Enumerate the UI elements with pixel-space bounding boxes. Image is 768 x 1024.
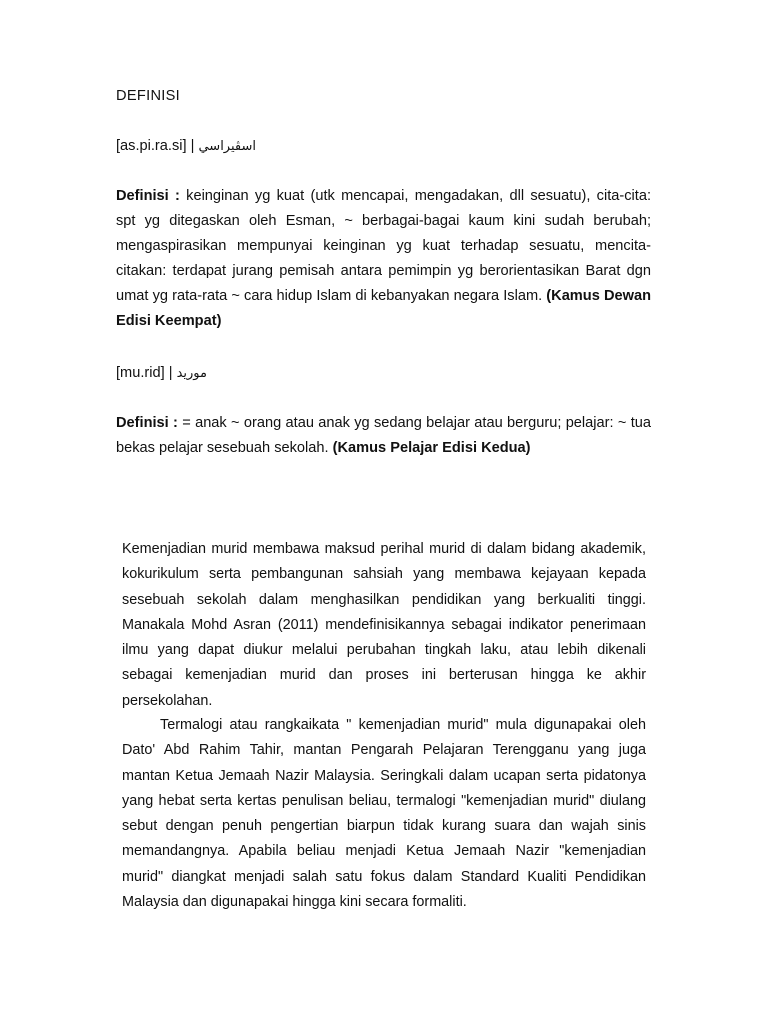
definition-label: Definisi : [116, 415, 178, 431]
definition-text: keinginan yg kuat (utk mencapai, mengadakan, dll sesuatu), cita-cita: spt yg ditegaskan oleh Esman, ~ berbagai-bagai kaum kini sudah berubah; mengaspirasikan mempunyai keinginan yg kuat terhadap sesuatu, mencita-citakan: terdapat jurang pemisah antara pemimpin yg berorientasikan Barat dgn umat yg rata-rata ~ cara hidup Islam di kebanyakan negara Islam. [116, 188, 651, 304]
definition-label: Definisi : [116, 188, 180, 204]
definition-aspirasi [116, 184, 651, 334]
jawi-spelling: اسڤيراسي [198, 139, 256, 154]
pronunciation-text: [mu.rid] | [116, 365, 173, 381]
definition-source: (Kamus Dewan Edisi Keempat) [116, 288, 651, 329]
jawi-spelling: موريد [176, 366, 207, 381]
body-paragraph: Kemenjadian murid membawa maksud perihal murid di dalam bidang akademik, kokurikulum serta pembangunan sahsiah yang membawa kejayaan kepada sesebuah sekolah dalam menghasilkan pendidikan yang berkualiti tinggi. Manakala Mohd Asran (2011) mendefinisikannya sebagai indikator penerimaan ilmu yang dapat diukur melalui perubahan tingkah laku, atau lebih dikenali sebagai kemenjadian murid dan proses ini berterusan hingga ke akhir persekolahan. [122, 541, 646, 709]
pronunciation-text: [as.pi.ra.si] | [116, 138, 195, 154]
pronunciation-aspirasi [116, 134, 651, 159]
definition-text: = anak ~ orang atau anak yg sedang belajar atau berguru; pelajar: ~ tua bekas pelajar sesebuah sekolah. [116, 415, 652, 456]
document-heading: DEFINISI [116, 88, 181, 104]
pronunciation-murid [116, 361, 651, 386]
definition-source: (Kamus Pelajar Edisi Kedua) [332, 440, 531, 456]
definition-murid [116, 411, 651, 461]
body-paragraph: Termalogi atau rangkaikata " kemenjadian murid" mula digunapakai oleh Dato' Abd Rahim Tahir, mantan Pengarah Pelajaran Terengganu yang juga mantan Ketua Jemaah Nazir Malaysia. Seringkali dalam ucapan serta pidatonya yang hebat serta kertas penulisan beliau, termalogi "kemenjadian murid" diulang sebut dengan penuh pengertian biarpun tidak kurang suara dan wajah sinis memandangnya. Apabila beliau menjadi Ketua Jemaah Nazir "kemenjadian murid" diangkat menjadi salah satu fokus dalam Standard Kualiti Pendidikan Malaysia dan digunapakai hingga kini secara formaliti. [122, 717, 646, 911]
